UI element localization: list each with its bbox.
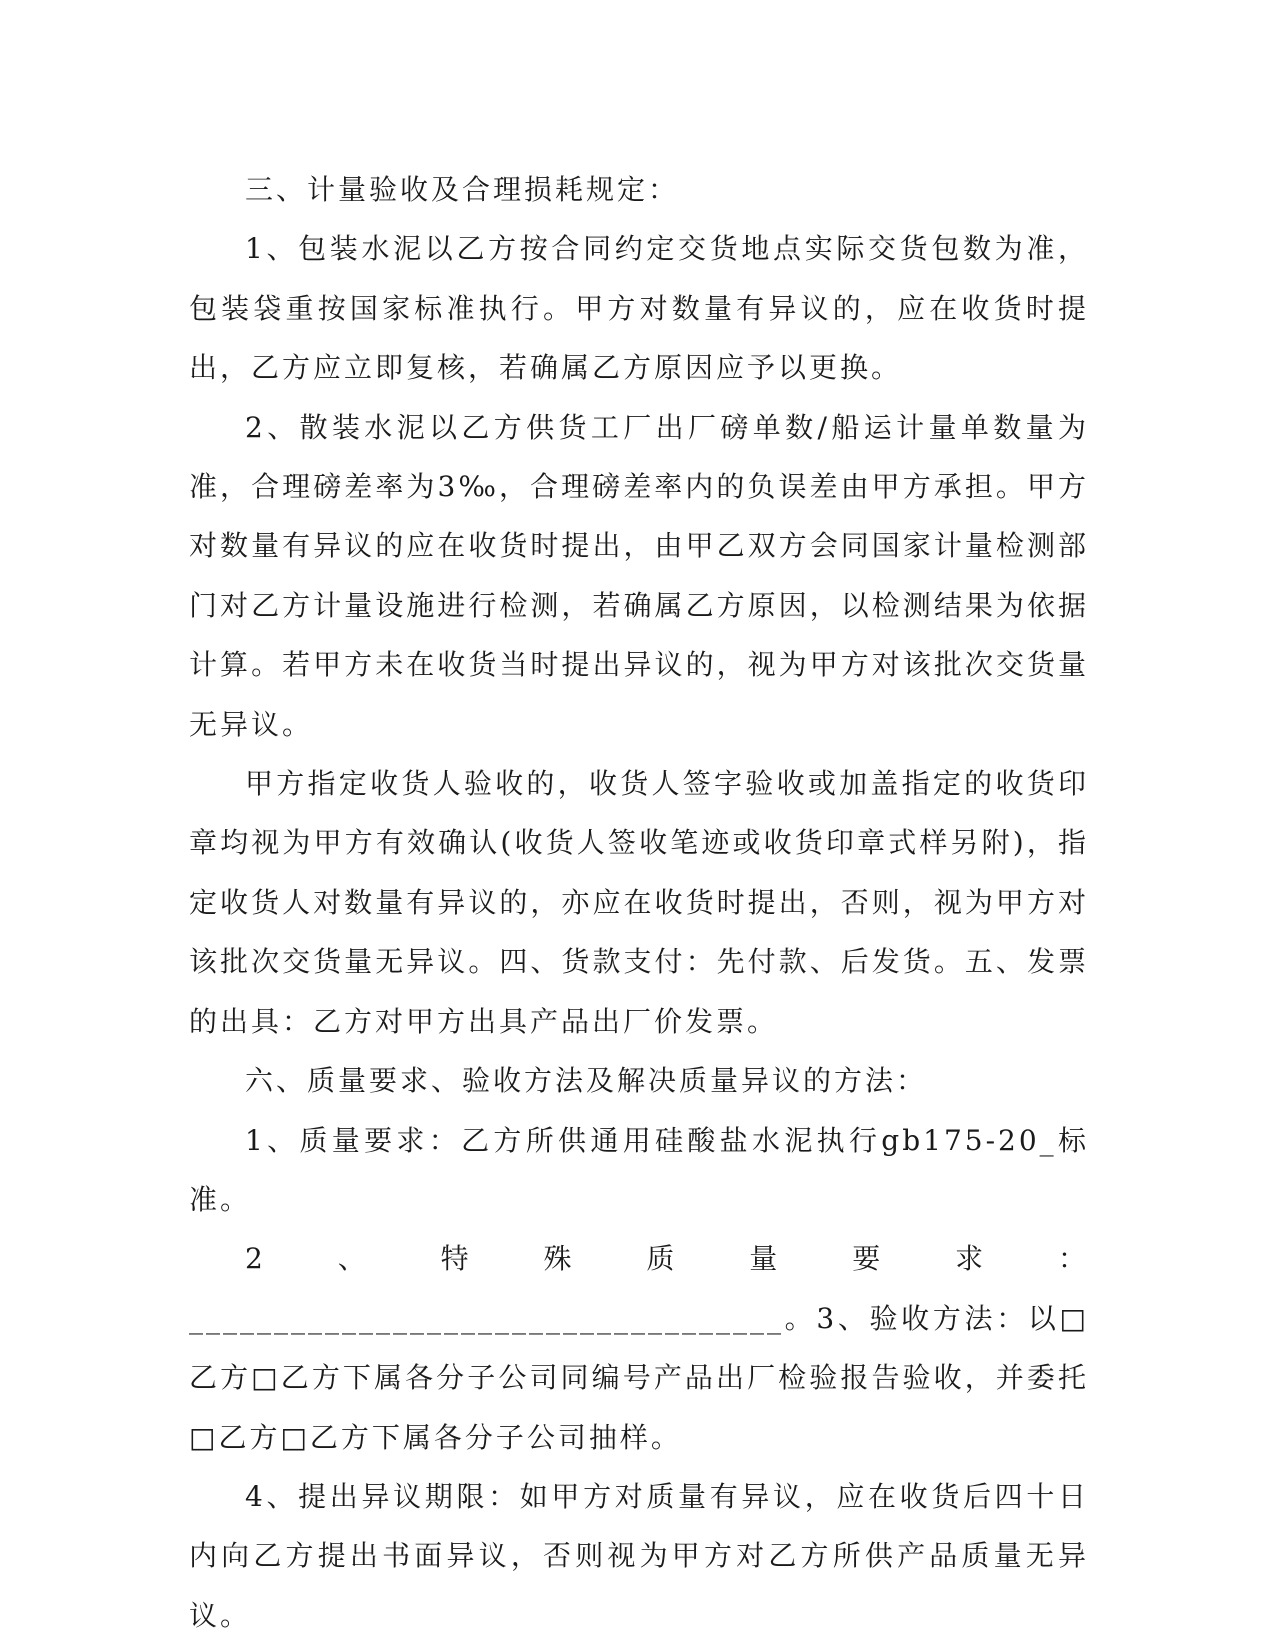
paragraph-bulk-cement: 2、散装水泥以乙方供货工厂出厂磅单数/船运计量单数量为准，合理磅差率为3‰，合理磅差率内的负误差由甲方承担。甲方对数量有异议的应在收货时提出，由甲乙双方会同国家计量检测部门对乙方计量设施进行检测，若确属乙方原因，以检测结果为依据计算。若甲方未在收货当时提出异议的，视为甲方对该批次交货量无异议。 — [189, 410, 1089, 741]
section-heading-metering: 三、计量验收及合理损耗规定： — [245, 173, 680, 206]
paragraph-special-quality: 2、特殊质量要求：___________________________________。3、验收方法：以□乙方□乙方下属各分子公司同编号产品出厂检验报告验收，并委托□乙方□乙方下属各分子公司抽样。 — [189, 1242, 1089, 1454]
section-heading-quality: 六、质量要求、验收方法及解决质量异议的方法： — [245, 1064, 928, 1098]
document-body — [189, 160, 1089, 1645]
paragraph-objection-period: 4、提出异议期限：如甲方对质量有异议，应在收货后四十日内向乙方提出书面异议，否则视为甲方对乙方所供产品质量无异议。 — [189, 1479, 1089, 1632]
paragraph-designated-receiver: 甲方指定收货人验收的，收货人签字验收或加盖指定的收货印章均视为甲方有效确认(收货人签收笔迹或收货印章式样另附)，指定收货人对数量有异议的，亦应在收货时提出，否则，视为甲方对该批次交货量无异议。四、货款支付：先付款、后发货。五、发票的出具：乙方对甲方出具产品出厂价发票。 — [189, 767, 1089, 1038]
paragraph-packaged-cement: 1、包装水泥以乙方按合同约定交货地点实际交货包数为准，包装袋重按国家标准执行。甲方对数量有异议的，应在收货时提出，乙方应立即复核，若确属乙方原因应予以更换。 — [189, 232, 1089, 385]
paragraph-quality-requirement: 1、质量要求：乙方所供通用硅酸盐水泥执行gb175-20_标准。 — [189, 1123, 1089, 1216]
